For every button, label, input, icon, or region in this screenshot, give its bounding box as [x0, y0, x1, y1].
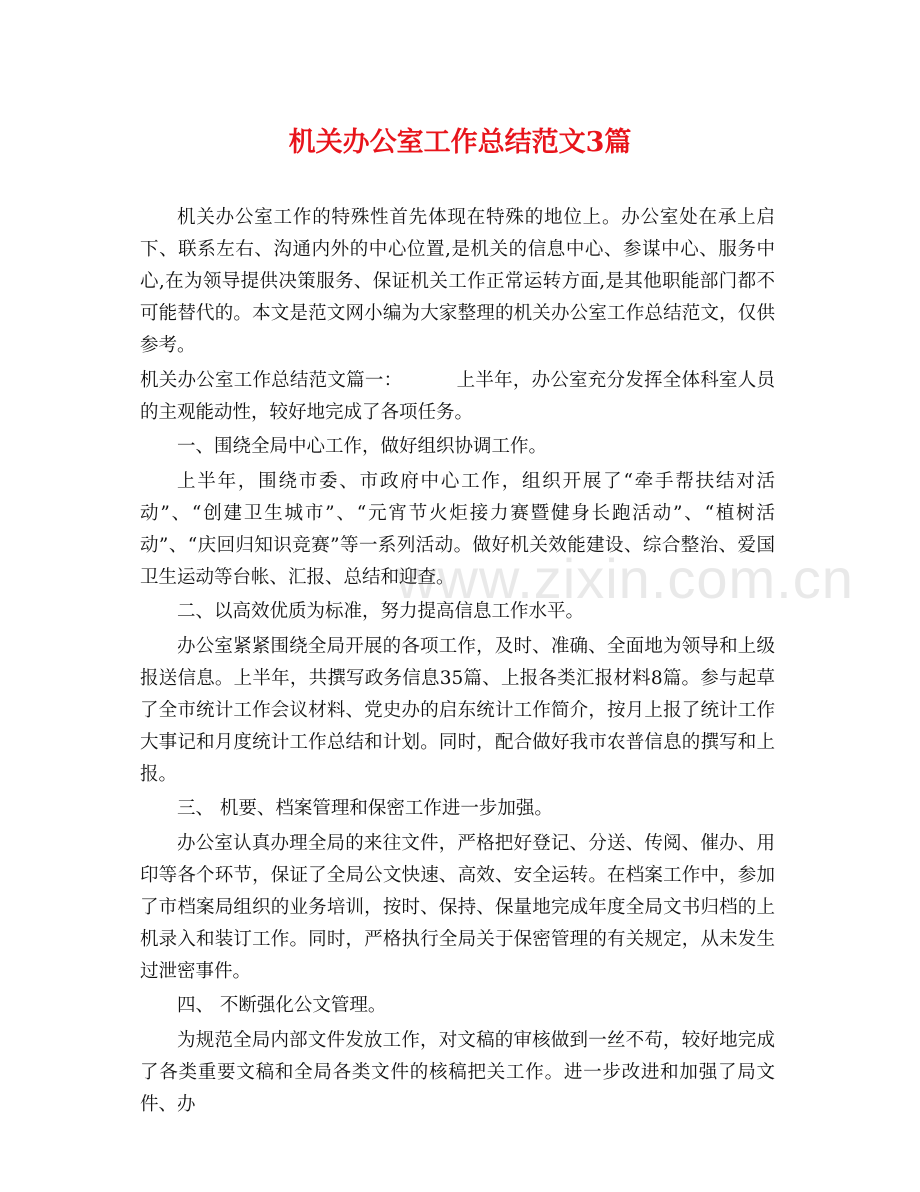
section-3-body: 办公室认真办理全局的来往文件，严格把好登记、分送、传阅、催办、用印等各个环节，保证了全局公文快速、高效、安全运转。在档案工作中，参加了市档案局组织的业务培训，按时、保持、保量地完成年度全局文书归档的上机录入和装订工作。同时，严格执行全局关于保密管理的有关规定，从未发生过泄密事件。: [140, 832, 775, 982]
section-3-heading: 三、 机要、档案管理和保密工作进一步加强。: [177, 798, 553, 819]
section-2-body: 办公室紧紧围绕全局开展的各项工作，及时、准确、全面地为领导和上级报送信息。上半年，共撰写政务信息35篇、上报各类汇报材料8篇。参与起草了全市统计工作会议材料、党史办的启东统计工作简介，按月上报了统计工作大事记和月度统计工作总结和计划。同时，配合做好我市农普信息的撰写和上报。: [140, 635, 775, 785]
part-one-paragraph: [140, 365, 775, 429]
section-4-heading: 四、 不断强化公文管理。: [177, 995, 387, 1016]
intro-paragraph: 机关办公室工作的特殊性首先体现在特殊的地位上。办公室处在承上启下、联系左右、沟通内外的中心位置,是机关的信息中心、参谋中心、服务中心,在为领导提供决策服务、保证机关工作正常运转方面,是其他职能部门都不可能替代的。本文是范文网小编为大家整理的机关办公室工作总结范文，仅供参考。: [140, 207, 775, 356]
section-4-body: 为规范全局内部文件发放工作，对文稿的审核做到一丝不苟，较好地完成了各类重要文稿和全局各类文件的核稿把关工作。进一步改进和加强了局文件、办: [140, 1029, 775, 1115]
document-title: 机关办公室工作总结范文3篇: [288, 127, 632, 158]
section-2-heading: 二、以高效优质为标准，努力提高信息工作水平。: [177, 601, 585, 622]
part-heading: 机关办公室工作总结范文篇一：: [140, 369, 403, 391]
watermark: www.zixin.com.cn: [396, 547, 854, 610]
document-body: [140, 202, 775, 1123]
section-1-body: 上半年，围绕市委、市政府中心工作，组织开展了“牵手帮扶结对活动”、“创建卫生城市”、“元宵节火炬接力赛暨健身长跑活动”、“植树活动”、“庆回归知识竞赛”等一系列活动。做好机关效能建设、综合整治、爱国卫生运动等台帐、汇报、总结和迎查。: [140, 470, 775, 588]
section-1-heading: 一、围绕全局中心工作，做好组织协调工作。: [177, 436, 548, 457]
part-lead: 上半年，办公室充分发挥全体科室人员的主观能动性，较好地完成了各项任务。: [140, 369, 775, 423]
